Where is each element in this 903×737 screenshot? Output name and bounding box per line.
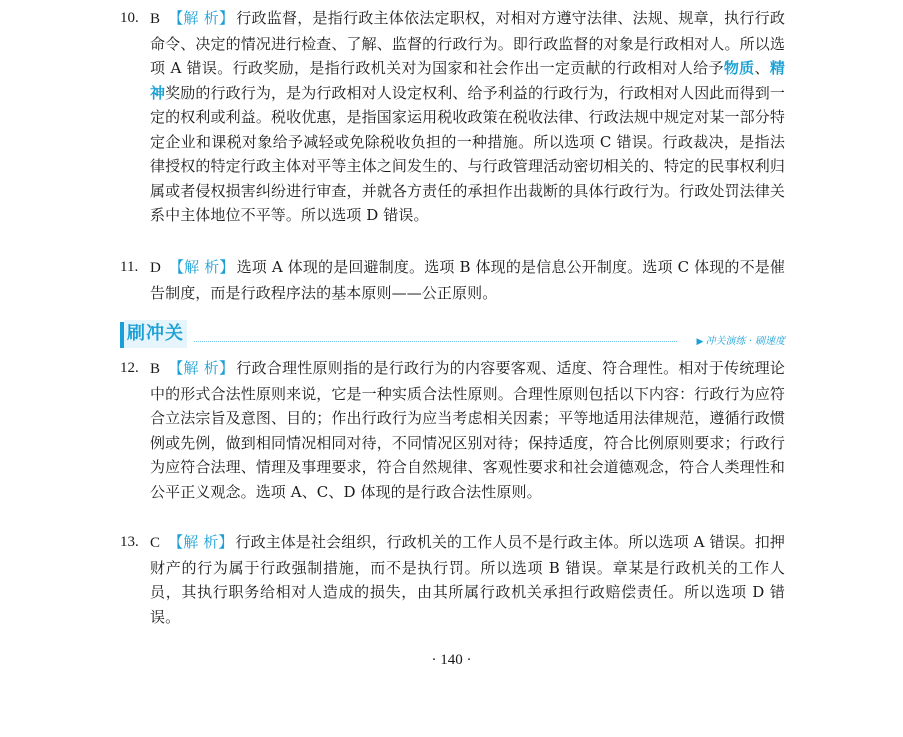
analysis-tag: 【解 析】 [168, 359, 235, 377]
section-subtitle-text: 冲关演练 · 刷速度 [705, 336, 785, 347]
answer-item-13 [120, 530, 785, 629]
answer-letter: C [150, 535, 161, 551]
item-number: 11. [120, 259, 139, 275]
explanation-text [150, 356, 785, 504]
explanation-text [150, 255, 785, 305]
explanation-part: 行政监督，是指行政主体依法定职权，对相对方遵守法律、法规、规章，执行行政命令、决定的情况进行检查、了解、监督的行政行为。即行政监督的对象是行政相对人。所以选项 A 错误。行政奖励，是指行政机关对为国家和社会作出一定贡献的行政相对人给予 [150, 9, 785, 77]
answer-letter: D [150, 260, 161, 276]
analysis-tag: 【解 析】 [168, 533, 234, 551]
explanation-part: 选项 A 体现的是回避制度。选项 B 体现的是信息公开制度。选项 C 体现的不是催告制度，而是行政程序法的基本原则——公正原则。 [150, 258, 785, 302]
explanation-part: 、 [754, 59, 770, 77]
item-number: 13. [120, 534, 139, 550]
analysis-tag: 【解 析】 [168, 258, 235, 276]
item-number: 12. [120, 360, 139, 376]
highlight-term: 物质 [723, 59, 755, 77]
triangle-right-icon: ▶ [696, 337, 704, 347]
answer-item-11 [120, 255, 785, 305]
answer-item-12 [120, 356, 785, 504]
section-subtitle [697, 332, 785, 347]
answer-item-10 [120, 6, 785, 228]
highlight-term: 精神 [150, 59, 785, 102]
analysis-tag: 【解 析】 [168, 9, 235, 27]
answer-letter: B [150, 11, 161, 27]
answer-letter: B [150, 361, 161, 377]
page-number: · 140 · [431, 652, 472, 668]
section-title: 刷冲关 [124, 320, 187, 348]
explanation-text [150, 530, 785, 629]
item-number: 10. [120, 10, 139, 26]
section-divider [194, 341, 677, 342]
explanation-text [150, 6, 785, 228]
explanation-part: 奖励的行政行为，是为行政相对人设定权利、给予利益的行政行为，行政相对人因此而得到一定的权利或利益。税收优惠，是指国家运用税收政策在税收法律、行政法规中规定对某一部分特定企业和课税对象给予减轻或免除税收负担的一种措施。所以选项 C 错误。行政裁决，是指法律授权的特定行政主体对平等主体之间发生的、与行政管理活动密切相关的、特定的民事权利归属或者侵权损害纠纷进行审查，并就各方责任的承担作出裁断的具体行政行为。行政处罚法律关系中主体地位不平等。所以选项 D 错误。 [150, 83, 785, 224]
explanation-part: 行政主体是社会组织，行政机关的工作人员不是行政主体。所以选项 A 错误。扣押财产的行为属于行政强制措施，而不是执行罚。所以选项 B 错误。章某是行政机关的工作人员，其执行职务给相对人造成的损失，由其所属行政机关承担行政赔偿责任。所以选项 D 错误。 [150, 533, 785, 626]
explanation-part: 行政合理性原则指的是行政行为的内容要客观、适度、符合理性。相对于传统理论中的形式合法性原则来说，它是一种实质合法性原则。合理性原则包括以下内容：行政行为应符合立法宗旨及意图、目的；作出行政行为应当考虑相关因素；平等地适用法律规范，遵循行政惯例或先例，做到相同情况相同对待，不同情况区别对待；保持适度，符合比例原则要求；行政行为应符合法理、情理及事理要求，符合自然规律、客观性要求和社会道德观念，符合人类理性和公平正义观念。选项 A、C、D 体现的是行政合法性原则。 [150, 359, 785, 501]
section-header [120, 316, 785, 350]
